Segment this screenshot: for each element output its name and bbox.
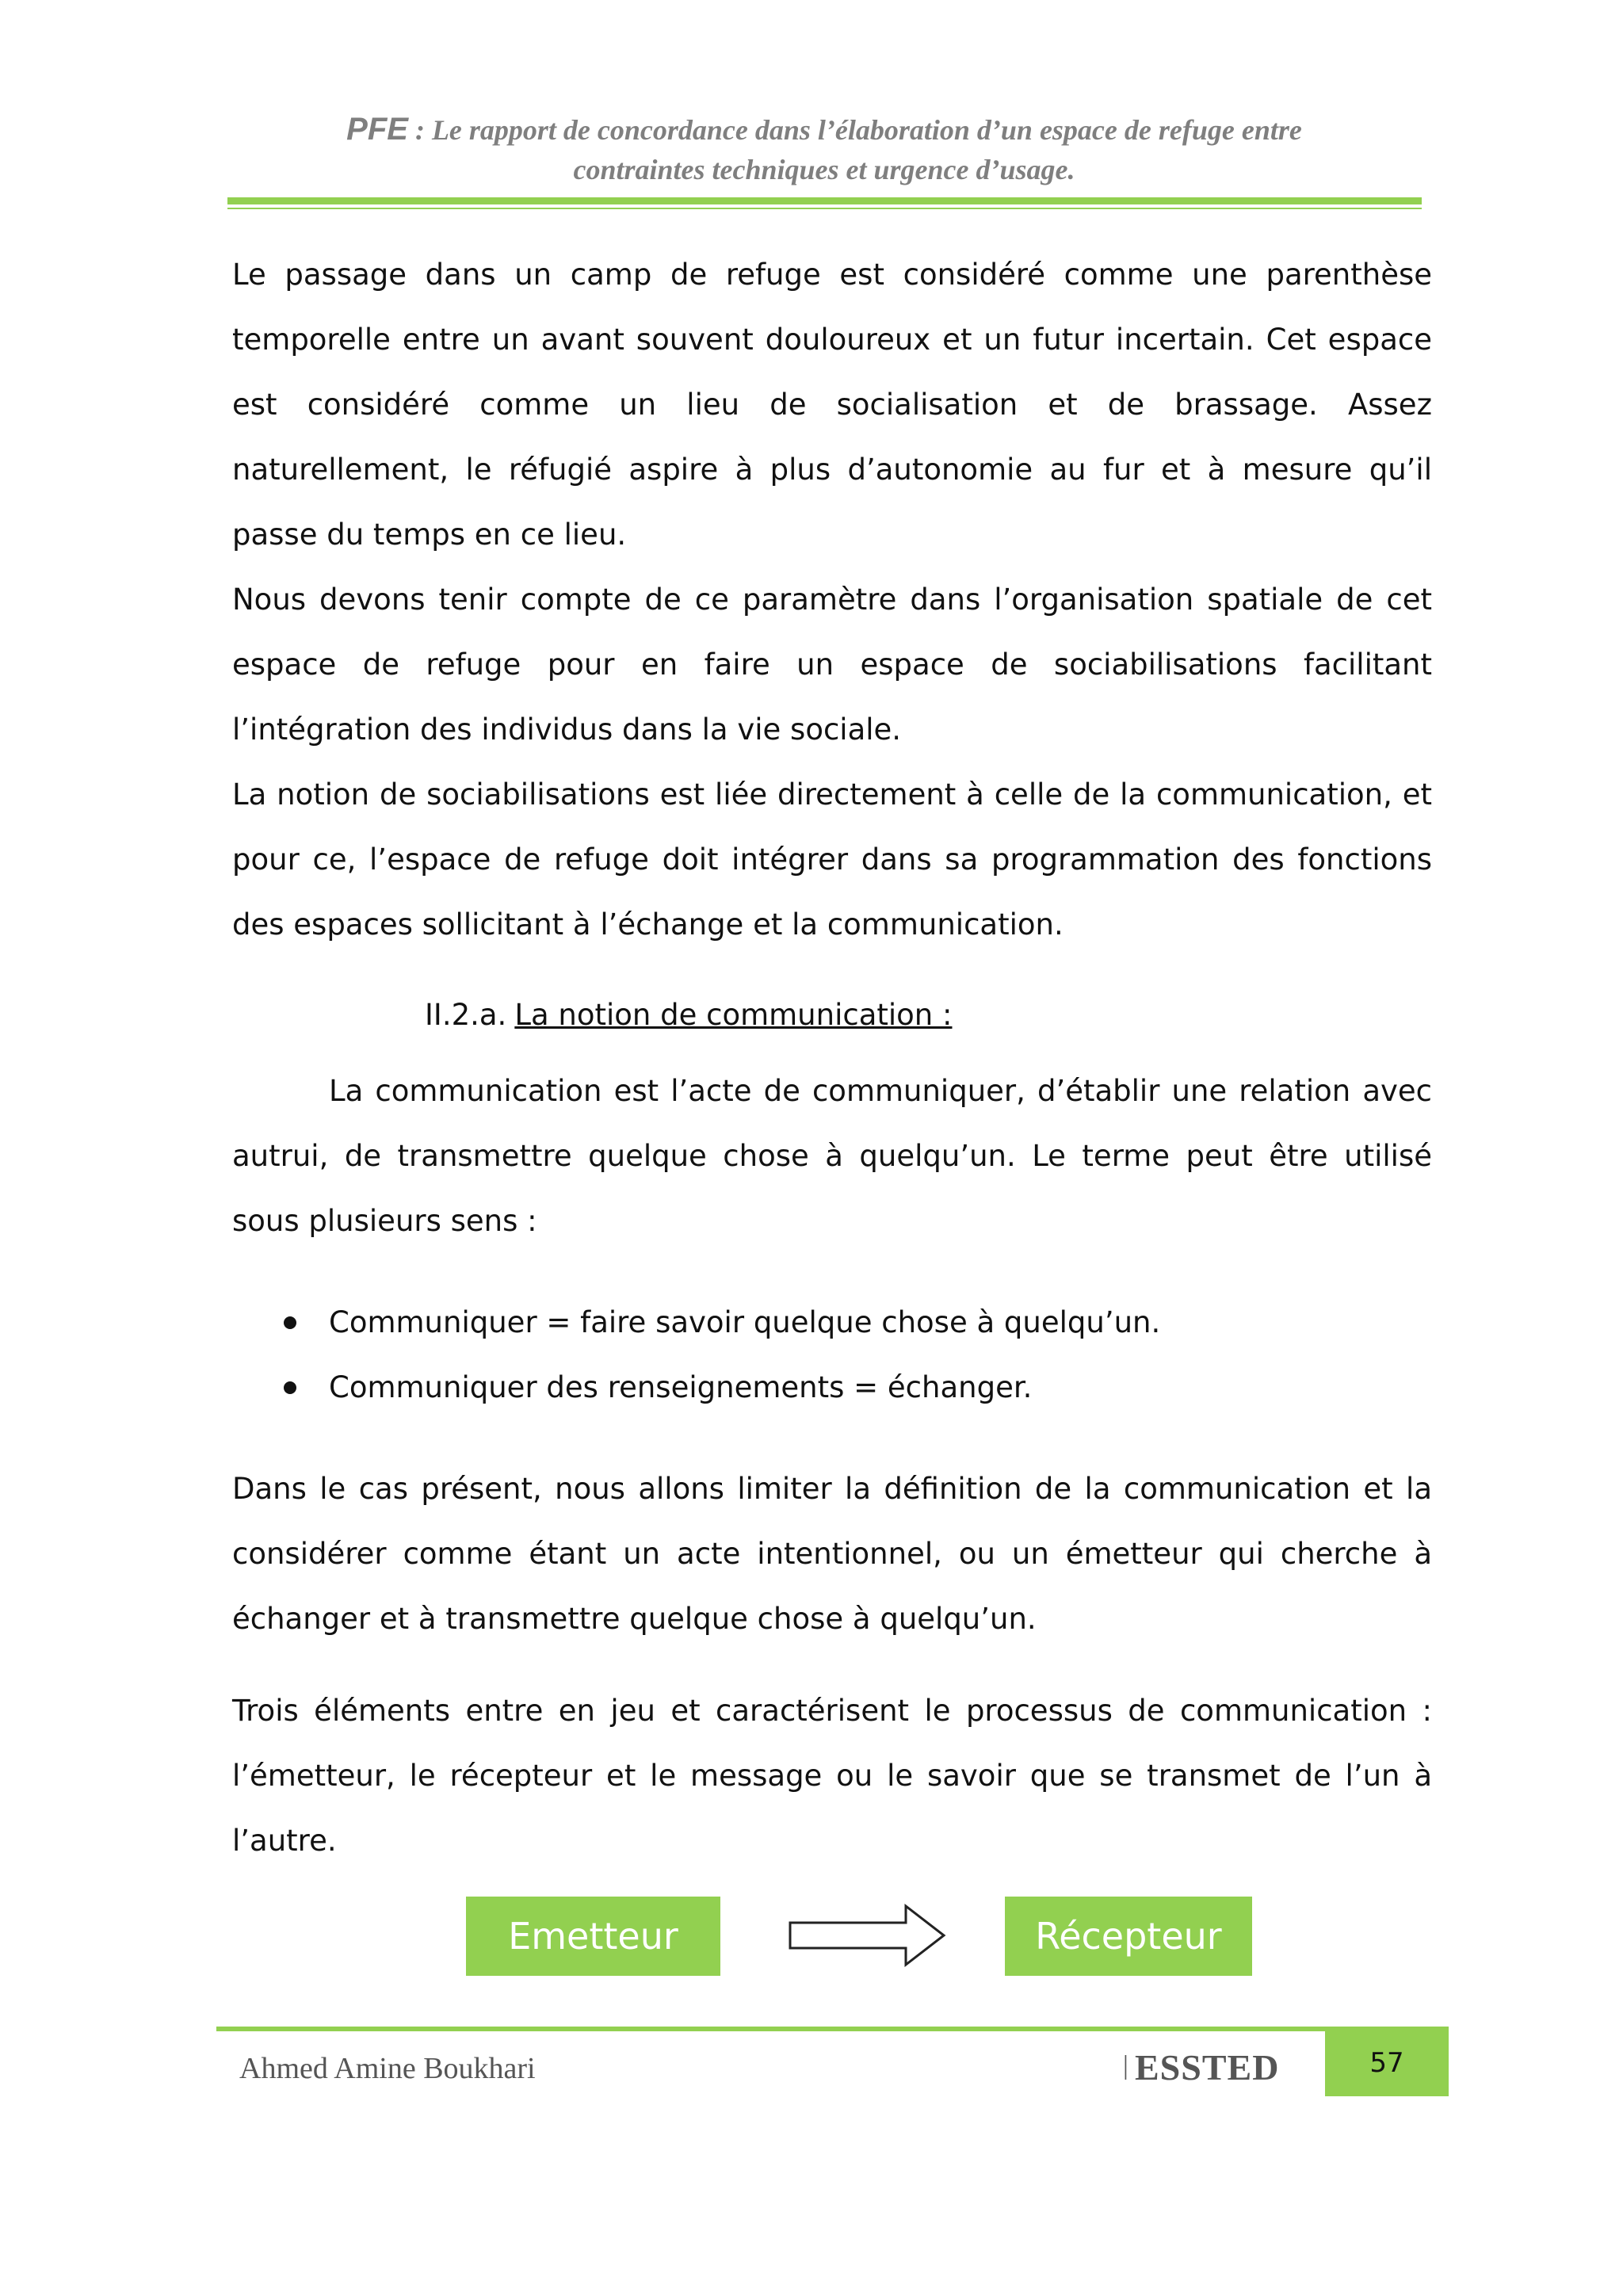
bullet-icon	[284, 1316, 296, 1329]
paragraph-3: La notion de sociabilisations est liée directement à celle de la communication, et pour ce, l’espace de refuge doit intégrer dans sa programmation des fonctions des espaces sollicitant à l’échange et la communication.	[232, 777, 1432, 942]
list-item-text: Communiquer = faire savoir quelque chose à quelqu’un.	[329, 1305, 1161, 1339]
paragraph-4: La communication est l’acte de communiquer, d’établir une relation avec autrui, de transmettre quelque chose à quelqu’un. Le terme peut être utilisé sous plusieurs sens :	[232, 1074, 1432, 1238]
footer-separator: |	[1123, 2051, 1128, 2080]
sender-box	[466, 1897, 720, 1976]
header-pfe-label: PFE	[346, 112, 408, 147]
footer-author: Ahmed Amine Boukhari	[239, 2052, 536, 2085]
list-item	[232, 1290, 1432, 1355]
receiver-box	[1005, 1897, 1252, 1976]
paragraph-5: Dans le cas présent, nous allons limiter la définition de la communication et la considérer comme étant un acte intentionnel, ou un émetteur qui cherche à échanger et à transmettre quelque chose à quelqu’un.	[232, 1472, 1432, 1636]
section-title: La notion de communication :	[514, 998, 953, 1032]
header-line-1	[230, 109, 1419, 150]
paragraph-6: Trois éléments entre en jeu et caractérisent le processus de communication : l’émetteur, le récepteur et le message ou le savoir que se transmet de l’un à l’autre.	[232, 1694, 1432, 1858]
page-number-badge	[1325, 2027, 1449, 2096]
running-header	[230, 109, 1419, 189]
bullet-list	[232, 1290, 1432, 1420]
body-content	[232, 243, 1432, 1874]
list-item-text: Communiquer des renseignements = échanger.	[329, 1370, 1033, 1404]
section-heading	[425, 983, 1432, 1048]
bullet-icon	[284, 1381, 296, 1394]
list-item	[232, 1355, 1432, 1420]
section-number: II.2.a.	[425, 998, 507, 1032]
page-number: 57	[1369, 2047, 1404, 2079]
header-rule	[227, 197, 1422, 204]
footer-rule	[216, 2027, 1449, 2031]
paragraph-2: Nous devons tenir compte de ce paramètre dans l’organisation spatiale de cet espace de refuge pour en faire un espace de sociabilisations facilitant l’intégration des individus dans la vie sociale.	[232, 583, 1432, 747]
receiver-label: Récepteur	[1035, 1915, 1222, 1958]
header-rule-thin	[227, 208, 1422, 209]
header-title-line1: : Le rapport de concordance dans l’élaboration d’un espace de refuge entre	[407, 114, 1302, 146]
right-arrow-icon	[789, 1903, 947, 1968]
sender-label: Emetteur	[508, 1915, 678, 1958]
paragraph-1: Le passage dans un camp de refuge est considéré comme une parenthèse temporelle entre un avant souvent douloureux et un futur incertain. Cet espace est considéré comme un lieu de socialisation et de brassage. Assez naturellement, le réfugié aspire à plus d’autonomie au fur et à mesure qu’il passe du temps en ce lieu.	[232, 258, 1432, 552]
header-title-line2: contraintes techniques et urgence d’usage.	[573, 154, 1075, 185]
footer-school: ESSTED	[1135, 2047, 1280, 2088]
